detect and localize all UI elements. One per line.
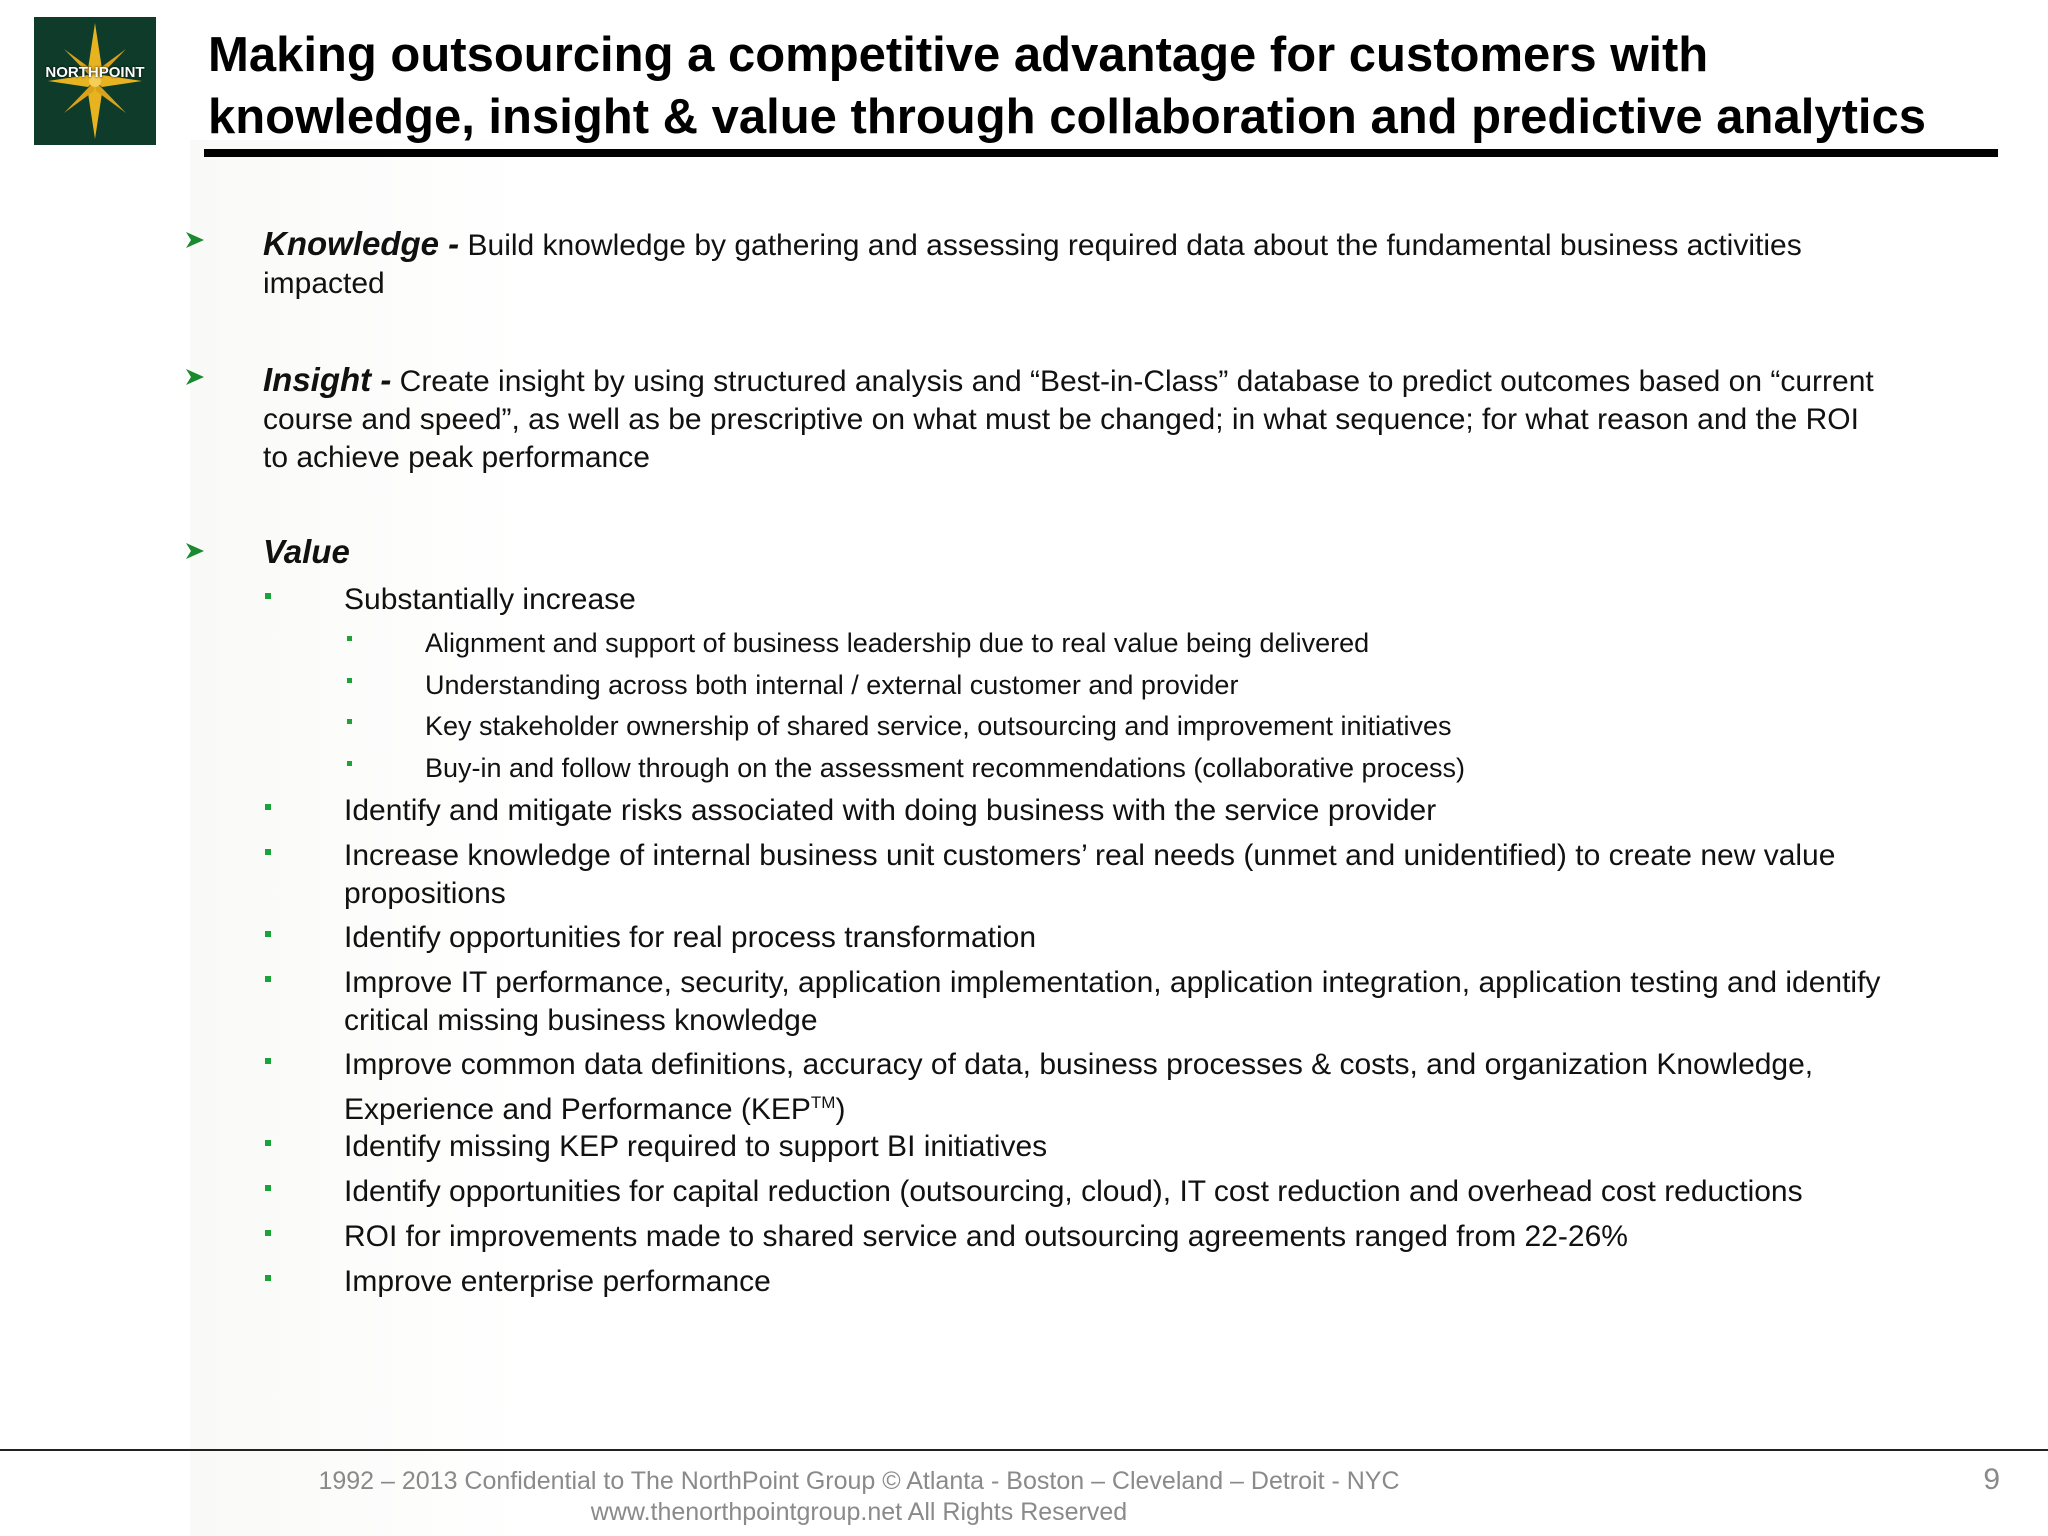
sub-item: Alignment and support of business leadership due to real value being delivered <box>425 628 1370 658</box>
bullet-value: Value <box>263 533 350 570</box>
compass-star-icon <box>34 17 156 145</box>
slide-title <box>208 24 2008 148</box>
bullet-insight: Insight - Create insight by using structured analysis and “Best-in-Class” database to predict outcomes based on “current course and speed”, as well as be prescriptive on what must be changed; in what sequence; for what reason and the ROI to achieve peak performance <box>263 361 1874 474</box>
value-item: Identify and mitigate risks associated with doing business with the service provider <box>344 794 1437 827</box>
sub-item: Understanding across both internal / external customer and provider <box>425 670 1239 700</box>
title-underline <box>204 149 1998 157</box>
sub-item: Key stakeholder ownership of shared service, outsourcing and improvement initiatives <box>425 711 1452 741</box>
square-bullet-icon <box>347 678 352 683</box>
value-item: Improve common data definitions, accuracy of data, business processes & costs, and organization Knowledge, Experience and Performance (KEP™) <box>344 1048 1814 1126</box>
page-number: 9 <box>1983 1463 2000 1496</box>
arrow-bullet-icon <box>184 540 206 562</box>
value-item: ROI for improvements made to shared service and outsourcing agreements ranged from 22-26% <box>344 1220 1628 1253</box>
bullet-knowledge: Knowledge - Build knowledge by gathering and assessing required data about the fundamental business activities impacted <box>263 225 1802 300</box>
trademark-mark: TM <box>810 1093 836 1112</box>
sub-item: Buy-in and follow through on the assessment recommendations (collaborative process) <box>425 753 1466 783</box>
square-bullet-icon <box>265 1058 271 1064</box>
square-bullet-icon <box>265 804 271 810</box>
square-bullet-icon <box>265 1140 271 1146</box>
square-bullet-icon <box>347 719 352 724</box>
square-bullet-icon <box>265 593 271 599</box>
square-bullet-icon <box>265 931 271 937</box>
square-bullet-icon <box>265 1275 271 1281</box>
square-bullet-icon <box>347 636 352 641</box>
square-bullet-icon <box>265 849 271 855</box>
value-item: Increase knowledge of internal business unit customers’ real needs (unmet and unidentified) to create new value propositions <box>344 839 1836 910</box>
arrow-bullet-icon <box>184 229 206 251</box>
value-substantially-increase: Substantially increase <box>344 583 636 616</box>
title-line-1: Making outsourcing a competitive advantage for customers with <box>208 28 1709 82</box>
value-item: Improve enterprise performance <box>344 1265 771 1298</box>
northpoint-logo <box>34 17 156 145</box>
square-bullet-icon <box>265 1230 271 1236</box>
square-bullet-icon <box>265 1185 271 1191</box>
value-item: Identify missing KEP required to support BI initiatives <box>344 1130 1048 1163</box>
value-item: Identify opportunities for capital reduction (outsourcing, cloud), IT cost reduction and overhead cost reductions <box>344 1175 1803 1208</box>
arrow-bullet-icon <box>184 366 206 388</box>
footer-divider <box>0 1449 2048 1451</box>
title-line-2: knowledge, insight & value through collaboration and predictive analytics <box>208 90 1927 144</box>
footer-website: www.thenorthpointgroup.net All Rights Reserved <box>590 1498 1128 1526</box>
value-item: Identify opportunities for real process transformation <box>344 921 1037 954</box>
logo-wordmark: NORTHPOINT <box>45 64 145 81</box>
value-item: Improve IT performance, security, application implementation, application integration, application testing and identify critical missing business knowledge <box>344 966 1881 1037</box>
footer-confidential: 1992 – 2013 Confidential to The NorthPoint Group © Atlanta - Boston – Cleveland – Detroit - NYC <box>318 1467 1400 1495</box>
square-bullet-icon <box>347 761 352 766</box>
square-bullet-icon <box>265 976 271 982</box>
